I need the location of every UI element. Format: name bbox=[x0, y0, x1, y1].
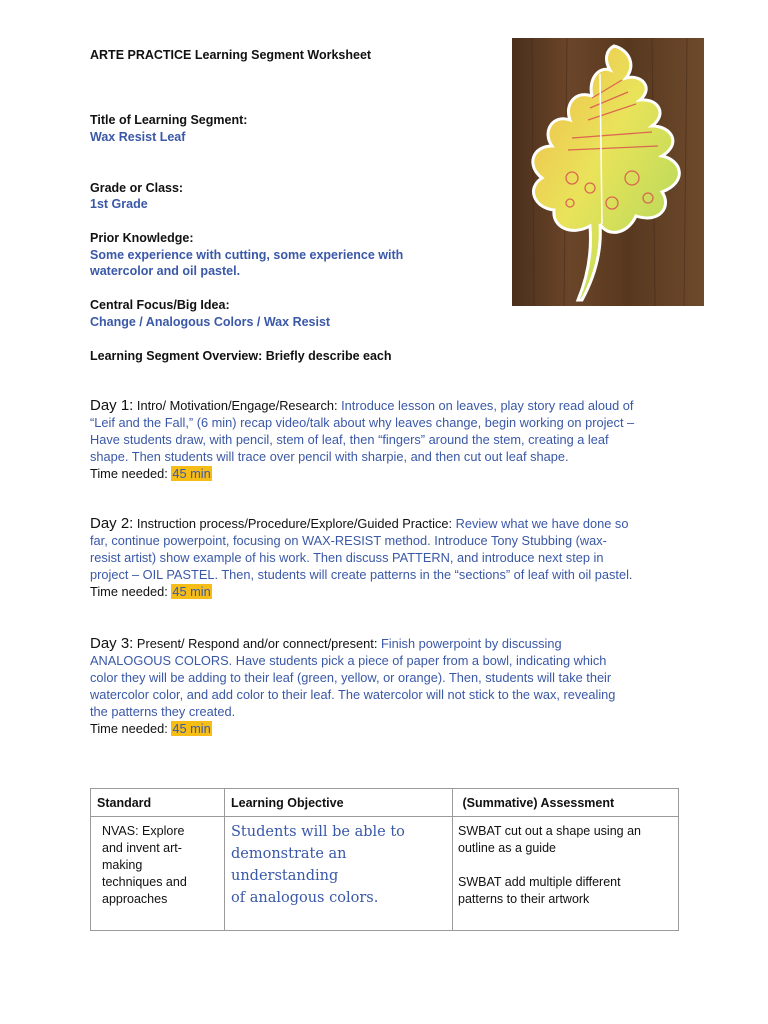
standards-table bbox=[90, 788, 679, 931]
central-focus-label: Central Focus/Big Idea: bbox=[90, 298, 230, 312]
header-learning-objective: Learning Objective bbox=[225, 789, 453, 817]
standard-line-1: NVAS: Explore bbox=[102, 824, 185, 838]
objective-line-2: demonstrate an understanding bbox=[231, 846, 347, 884]
day-2-time-label: Time needed: bbox=[90, 584, 168, 599]
day-1-label: Day 1: bbox=[90, 397, 134, 414]
day-3-time-label: Time needed: bbox=[90, 721, 168, 736]
leaf-artwork-graphic bbox=[512, 38, 704, 306]
standard-line-5: approaches bbox=[102, 892, 168, 906]
objective-cell bbox=[225, 817, 453, 931]
header-assessment: (Summative) Assessment bbox=[453, 789, 679, 817]
day-1-line-3: Have students draw, with pencil, stem of leaf, then “fingers” around the stem, creating a leaf bbox=[90, 432, 609, 447]
assessment-line-2: outline as a guide bbox=[458, 841, 556, 855]
standard-line-3: making bbox=[102, 858, 143, 872]
assessment-line-3: SWBAT add multiple different bbox=[458, 875, 621, 889]
day-2-stage: Instruction process/Procedure/Explore/Guided Practice: bbox=[136, 516, 453, 531]
day-3-stage: Present/ Respond and/or connect/present: bbox=[136, 636, 378, 651]
day-2-label: Day 2: bbox=[90, 515, 134, 532]
objective-line-1: Students will be able to bbox=[231, 824, 405, 840]
day-2-time-value: 45 min bbox=[172, 584, 211, 599]
day-3-line-2: ANALOGOUS COLORS. Have students pick a piece of paper from a bowl, indicating which bbox=[90, 653, 607, 668]
title-label: Title of Learning Segment: bbox=[90, 113, 248, 127]
day-2-line-4: project – OIL PASTEL. Then, students will create patterns in the “sections” of leaf with oil pastel. bbox=[90, 567, 633, 582]
day-1-stage: Intro/ Motivation/Engage/Research: bbox=[136, 398, 338, 413]
standard-cell bbox=[91, 817, 225, 931]
day-3-line-4: watercolor color, and add color to their leaf. The watercolor will not stick to the wax, revealing bbox=[90, 687, 616, 702]
day-3-line-1: Finish powerpoint by discussing bbox=[380, 636, 562, 651]
day-2-line-2: far, continue powerpoint, focusing on WAX-RESIST method. Introduce Tony Stubbing (wax- bbox=[90, 533, 607, 548]
day-2-line-3: resist artist) show example of his work. Then discuss PATTERN, and introduce next step in bbox=[90, 550, 604, 565]
day-3-label: Day 3: bbox=[90, 635, 134, 652]
standard-line-4: techniques and bbox=[102, 875, 187, 889]
standard-line-2: and invent art- bbox=[102, 841, 182, 855]
day-3-block bbox=[90, 635, 690, 737]
prior-knowledge-label: Prior Knowledge: bbox=[90, 231, 194, 245]
table-row bbox=[91, 817, 679, 931]
day-3-line-5: the patterns they created. bbox=[90, 704, 236, 719]
assessment-line-4: patterns to their artwork bbox=[458, 892, 590, 906]
day-1-line-2: “Leif and the Fall,” (6 min) recap video/talk about why leaves change, begin working on project – bbox=[90, 415, 635, 430]
title-value: Wax Resist Leaf bbox=[90, 130, 186, 144]
day-3-time-value: 45 min bbox=[172, 721, 211, 736]
overview-label: Learning Segment Overview: Briefly describe each bbox=[90, 349, 392, 363]
day-1-time-label: Time needed: bbox=[90, 466, 168, 481]
day-1-line-1: Introduce lesson on leaves, play story read aloud of bbox=[341, 398, 634, 413]
day-2-line-1: Review what we have done so bbox=[455, 516, 629, 531]
document-title: ARTE PRACTICE Learning Segment Worksheet bbox=[90, 48, 372, 62]
assessment-line-1: SWBAT cut out a shape using an bbox=[458, 824, 641, 838]
table-header-row bbox=[91, 789, 679, 817]
day-1-line-4: shape. Then students will trace over pencil with sharpie, and then cut out leaf shape. bbox=[90, 449, 569, 464]
prior-knowledge-line-2: watercolor and oil pastel. bbox=[90, 264, 241, 278]
header-standard: Standard bbox=[91, 789, 225, 817]
day-3-line-3: color they will be adding to their leaf (green, yellow, or orange). Then, students will take their bbox=[90, 670, 612, 685]
grade-value: 1st Grade bbox=[90, 197, 148, 211]
central-focus-value: Change / Analogous Colors / Wax Resist bbox=[90, 315, 331, 329]
day-1-time-value: 45 min bbox=[172, 466, 211, 481]
objective-line-3: of analogous colors. bbox=[231, 890, 379, 906]
day-1-block bbox=[90, 397, 690, 482]
day-2-block bbox=[90, 515, 690, 600]
prior-knowledge-line-1: Some experience with cutting, some experience with bbox=[90, 248, 404, 262]
leaf-artwork-image bbox=[512, 38, 704, 306]
assessment-cell bbox=[453, 817, 679, 931]
grade-label: Grade or Class: bbox=[90, 181, 184, 195]
